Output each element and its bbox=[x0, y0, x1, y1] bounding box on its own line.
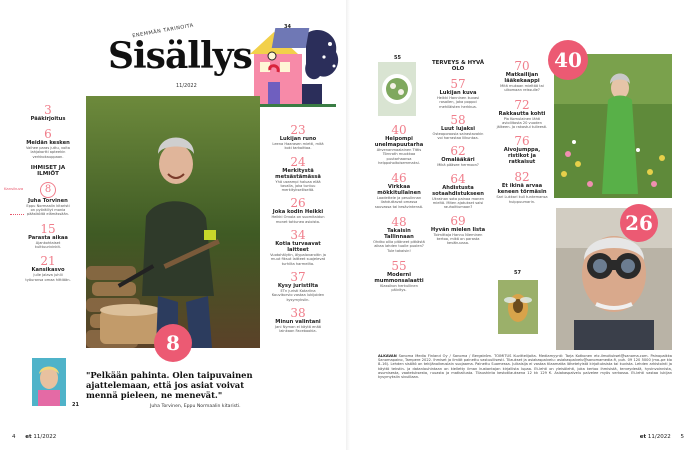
bee-photo bbox=[498, 280, 538, 334]
issue-number: 11/2022 bbox=[176, 83, 197, 89]
salad-photo-ref: 55 bbox=[394, 55, 401, 61]
toc-entry: 57 Lukijan kuva Heikki Hanninen kuvasi rosailen, joka poppoi mehiläisten herkkua. bbox=[436, 77, 480, 109]
imprint bbox=[378, 354, 672, 379]
toc-entry: 64 Ahdistusta sotaahdistukseen Ukrainan sota painaa monen mieltä. Miten ajatukset saisi rauhoittumaan? bbox=[432, 171, 484, 210]
photo-page-badge: 8 bbox=[154, 324, 192, 362]
toc-entry: 82 Et ikinä arvaa keneen törmäsin Sari Lukkari kuli tuntemansa huippuumarin. bbox=[496, 170, 548, 204]
toc-entry: 6 Meidän kesken Vaihee paras juttu, voita lahjakortti apteekin verkkokauppaan. bbox=[26, 127, 70, 159]
toc-entry: 15 Parasta aikaa Ajankohtaiset kulttuurivinkit. bbox=[28, 221, 68, 250]
toc-entry: 55 Moderni mummonsalaatti Klassikon herkullinen päivitys. bbox=[374, 258, 424, 293]
toc-entry: 58 Luut lujaksi Osteoporoosia sairastavakin voi harrastaa liikuntaa. bbox=[432, 112, 484, 141]
toc-entry: 46 Virkkaa mökkitullainen Laadettele ja pesulinnan ilahduttavat omassa sauvassa tai kesävintensä. bbox=[374, 171, 424, 209]
toc-entry: 40 Helpompi unelmapuutarha Ahvenanmaalainen Tittis Törnroth muokkaa puutarhaansa helppohoitoisemmaksi. bbox=[374, 123, 424, 165]
spine-gutter bbox=[346, 0, 350, 450]
cover-label: Kansikuva bbox=[4, 185, 24, 191]
toc-column-r1 bbox=[372, 124, 426, 293]
toc-column-r2 bbox=[430, 60, 486, 246]
page-number: 4 bbox=[12, 434, 16, 440]
toc-entry: 69 Hyvän mielen lista Toimittaja Hannu Nieminen kertoo, mikä on parasta keväkuussa. bbox=[430, 213, 486, 246]
footer-right bbox=[640, 434, 684, 440]
toc-entry: 38 Minun valintani Jani Nyman ei käytä enää lainkaan Facebookia. bbox=[275, 305, 321, 334]
footer-left bbox=[12, 434, 56, 440]
pull-quote: "Pelkään pahinta. Olen taipuvainen ajattelemaan, että jos asiat voivat mennä pieleen, ne menevät." bbox=[86, 370, 253, 401]
cover-page-circle: 8 bbox=[40, 182, 56, 198]
dotted-divider bbox=[10, 214, 24, 215]
toc-entry: 3 Pääkirjoitus bbox=[30, 103, 66, 122]
toc-column-2 bbox=[270, 124, 326, 333]
right-page bbox=[348, 0, 696, 450]
magazine-name: et bbox=[639, 434, 647, 440]
toc-entry: 24 Merkitystä metsästämässä Yhä useampi haluaa elää tavalla, joka tuntuu merkitykselliseltä. bbox=[275, 154, 321, 193]
page-title: Sisällys bbox=[108, 35, 252, 77]
page-number: 5 bbox=[680, 434, 684, 440]
toc-column-1 bbox=[4, 103, 72, 282]
quote-author: Juha Torvinen, Eppu Normaalin kitaristi. bbox=[150, 404, 241, 409]
quote-thumbnail bbox=[32, 358, 66, 406]
binoculars-badge: 26 bbox=[620, 204, 658, 242]
toc-entry: 62 Omalääkäri Mikä pääsee hermoon? bbox=[437, 144, 479, 168]
cover-photo bbox=[86, 96, 260, 348]
toc-entry: 72 Rakkautta kohti Pia Komulainen lähti avioliitosta 20 vuoden jälkeen. Ja rakastui tulleesti. bbox=[496, 97, 548, 130]
imprint-title: ALKAVAN bbox=[378, 354, 397, 358]
toc-column-r3 bbox=[496, 60, 548, 204]
quote-ref: 21 bbox=[72, 402, 79, 408]
section-heading: TERVEYS & HYVÄ OLO bbox=[432, 60, 484, 72]
salad-photo bbox=[378, 62, 416, 116]
toc-entry: 23 Lukijan runo Leena Haarasen mietti, mitä koki tarkoittaa. bbox=[272, 123, 324, 151]
magazine-name: et bbox=[25, 434, 32, 440]
footer-issue: 11/2022 bbox=[33, 434, 57, 440]
illustration-page-ref: 34 bbox=[284, 24, 291, 30]
toc-entry: 26 Joka kodin Heikki Heikki Orvola on suomitaidun monet tottunea asioista. bbox=[271, 196, 325, 224]
imprint-text: Sanoma Media Finland Oy / Sanoma / Bergström. TOIMITUS Kuvittelijoita. Mediamyynti: Tarja Kotkonen etc.ilmoitukset@sanoma.com. Painopaikka Sanomapaino, Tampere 2022. Ihmiset ja ilmiöt painettu vastuullisesti. Tilaukset ja asiakaspalvelu: asiakaspalvelu@sanomamedia.fi, puh. 09 120 5000 (ma–pe klo 8–16). Lehden sisältö on tekijänoikeuslain suojaama. Painettu Suomessa. Julkaisija ei vastaa tilaamatta lähetetyistä kirjoituksista tai kuvista. Lehden arkistointi ja käyttö tekstin- ja datanlouhintaan on kielletty ilman kustantajan kirjallista lupaa. Et-lehti on yleisölehti, joka kertoo ihmisistä, terveydestä, hyvinvoinnista, asumisesta, vaatetuksesta, ruuasta ja matkailusta. Tilaushinta kestotilauksena 12 kk 129 €. Asiakaspalvelu palvelee myös verkossa. Et-lehti vastaa lukijan kysymyksiin sivuillaan. bbox=[378, 354, 672, 380]
toc-entry: 37 Kysy juristilta ETn juristi Katariina Kouvikorvio vastaa lukijoiden kysymyksiin. bbox=[271, 269, 325, 302]
bee-photo-ref: 57 bbox=[514, 270, 521, 276]
toc-entry: 34 Kotia turvaavat laitteet Vuotohälytin, älypalovaroitin ja muut fiksut laitteet suojelevat turhilta harmeilta. bbox=[270, 228, 326, 266]
toc-entry: 48 Takaisin Tallinnaan Ohdko ollia pitäneet pitkästä aikaa lahden tuolle puolen? Tule takaisin! bbox=[373, 215, 425, 253]
kicker: ENEMMÄN TARINOITA bbox=[131, 22, 195, 40]
toc-entry: Kansikuva 8 Juha Torvinen Eppu Normaalin kitaristi on pyöräillyt monia pääsiköitä elämässään. bbox=[4, 183, 70, 217]
toc-entry: 76 Aivojumppa, ristikot ja ratkaisut bbox=[503, 134, 541, 166]
garden-badge: 40 bbox=[548, 40, 588, 80]
footer-issue: 11/2022 bbox=[647, 434, 671, 440]
toc-entry: 21 Kansikasvo Julle Jalava juhlii työuransa omaa hittiään. bbox=[25, 254, 71, 282]
section-heading: IHMISET JA ILMIÖT bbox=[30, 164, 66, 177]
toc-entry: 70 Matkailijan lääkekaappi Mitä mukaan mieltää tai ulkomaan reissulle? bbox=[500, 59, 544, 93]
